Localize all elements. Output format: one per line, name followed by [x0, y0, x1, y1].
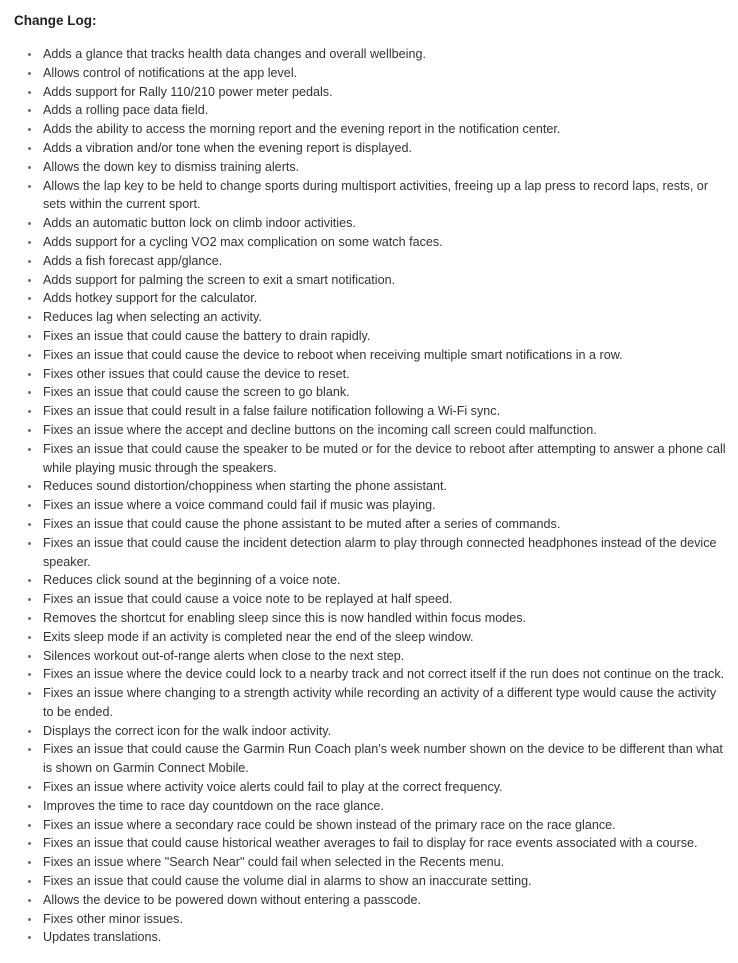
list-item: • Fixes an issue that could result in a false failure notification following a Wi-Fi sync. — [41, 402, 727, 421]
list-item: • Allows the device to be powered down without entering a passcode. — [41, 891, 727, 910]
list-item: • Reduces lag when selecting an activity. — [41, 308, 727, 327]
list-item: • Fixes an issue that could cause the speaker to be muted or for the device to reboot after attempting to answer a phone call while playing music through the speakers. — [41, 440, 727, 478]
list-item: • Fixes an issue that could cause the Garmin Run Coach plan's week number shown on the device to be different than what is shown on Garmin Connect Mobile. — [41, 740, 727, 778]
list-item: • Fixes an issue where the accept and decline buttons on the incoming call screen could malfunction. — [41, 421, 727, 440]
list-item: • Adds a fish forecast app/glance. — [41, 252, 727, 271]
list-item: • Fixes an issue that could cause the device to reboot when receiving multiple smart notifications in a row. — [41, 346, 727, 365]
list-item: • Adds hotkey support for the calculator. — [41, 289, 727, 308]
list-item: • Fixes an issue where a voice command could fail if music was playing. — [41, 496, 727, 515]
list-item: • Updates translations. — [41, 928, 727, 947]
list-item: • Fixes an issue where "Search Near" could fail when selected in the Recents menu. — [41, 853, 727, 872]
list-item: • Fixes an issue that could cause historical weather averages to fail to display for race events associated with a course. — [41, 834, 727, 853]
list-item: • Exits sleep mode if an activity is completed near the end of the sleep window. — [41, 628, 727, 647]
list-item: • Adds support for a cycling VO2 max complication on some watch faces. — [41, 233, 727, 252]
list-item: • Reduces click sound at the beginning of a voice note. — [41, 571, 727, 590]
list-item: • Allows the down key to dismiss training alerts. — [41, 158, 727, 177]
list-item: • Reduces sound distortion/choppiness when starting the phone assistant. — [41, 477, 727, 496]
list-item: • Fixes other minor issues. — [41, 910, 727, 929]
list-item: • Fixes an issue that could cause the volume dial in alarms to show an inaccurate setting. — [41, 872, 727, 891]
list-item: • Adds support for palming the screen to exit a smart notification. — [41, 271, 727, 290]
list-item: • Removes the shortcut for enabling sleep since this is now handled within focus modes. — [41, 609, 727, 628]
list-item: • Fixes an issue where a secondary race could be shown instead of the primary race on the race glance. — [41, 816, 727, 835]
list-item: • Adds an automatic button lock on climb indoor activities. — [41, 214, 727, 233]
list-item: • Fixes an issue that could cause the incident detection alarm to play through connected headphones instead of the device speaker. — [41, 534, 727, 572]
list-item: • Fixes an issue that could cause the phone assistant to be muted after a series of commands. — [41, 515, 727, 534]
list-item: • Fixes an issue that could cause the screen to go blank. — [41, 383, 727, 402]
list-item: • Allows the lap key to be held to change sports during multisport activities, freeing up a lap press to record laps, rests, or sets within the current sport. — [41, 177, 727, 215]
list-item: • Improves the time to race day countdown on the race glance. — [41, 797, 727, 816]
list-item: • Adds the ability to access the morning report and the evening report in the notification center. — [41, 120, 727, 139]
change-log-list — [14, 45, 727, 947]
list-item: • Allows control of notifications at the app level. — [41, 64, 727, 83]
list-item: • Silences workout out-of-range alerts when close to the next step. — [41, 647, 727, 666]
list-item: • Fixes an issue that could cause the battery to drain rapidly. — [41, 327, 727, 346]
list-item: • Fixes an issue where the device could lock to a nearby track and not correct itself if the run does not continue on the track. — [41, 665, 727, 684]
list-item: • Fixes an issue where activity voice alerts could fail to play at the correct frequency. — [41, 778, 727, 797]
list-item: • Adds a glance that tracks health data changes and overall wellbeing. — [41, 45, 727, 64]
list-item: • Adds a rolling pace data field. — [41, 101, 727, 120]
page-title: Change Log: — [14, 13, 97, 28]
list-item: • Adds a vibration and/or tone when the evening report is displayed. — [41, 139, 727, 158]
list-item: • Fixes an issue that could cause a voice note to be replayed at half speed. — [41, 590, 727, 609]
list-item: • Adds support for Rally 110/210 power meter pedals. — [41, 83, 727, 102]
list-item: • Fixes other issues that could cause the device to reset. — [41, 365, 727, 384]
list-item: • Displays the correct icon for the walk indoor activity. — [41, 722, 727, 741]
list-item: • Fixes an issue where changing to a strength activity while recording an activity of a different type would cause the activity to be ended. — [41, 684, 727, 722]
